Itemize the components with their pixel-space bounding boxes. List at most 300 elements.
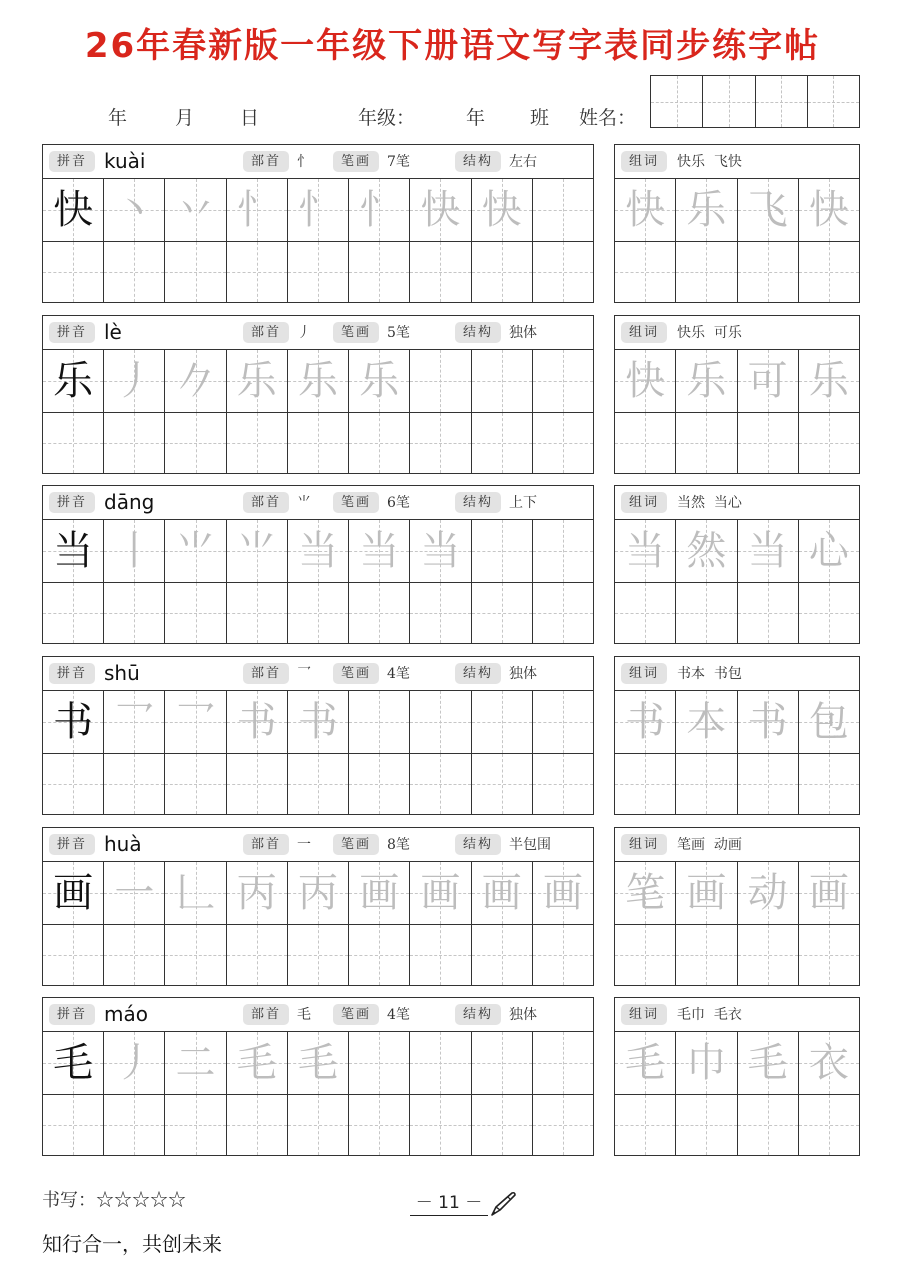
writing-cell[interactable] — [472, 350, 533, 412]
writing-cell[interactable] — [165, 691, 226, 753]
writing-cell[interactable] — [288, 179, 349, 241]
writing-cell[interactable] — [738, 583, 799, 644]
writing-cell[interactable] — [533, 413, 593, 474]
pinyin-tag: 拼音 — [49, 1004, 95, 1025]
writing-cell[interactable] — [104, 242, 165, 303]
pen-icon — [488, 1190, 518, 1218]
writing-cell[interactable] — [676, 520, 737, 582]
writing-cell[interactable] — [738, 754, 799, 815]
writing-grid — [43, 862, 593, 985]
writing-cell[interactable] — [227, 413, 288, 474]
stroke-order-character: 画 — [359, 869, 400, 916]
character-practice-block — [42, 997, 594, 1156]
stroke-order-row — [43, 350, 593, 412]
writing-cell[interactable] — [533, 1095, 593, 1156]
word-trace-row — [615, 520, 859, 582]
pinyin-value: lè — [104, 320, 122, 344]
writing-cell[interactable] — [738, 1032, 799, 1094]
word-trace-row — [615, 1032, 859, 1094]
writing-cell[interactable] — [104, 583, 165, 644]
practice-row — [43, 924, 593, 986]
writing-cell[interactable] — [43, 350, 104, 412]
strokes-tag: 笔画 — [333, 322, 379, 343]
writing-cell[interactable] — [799, 350, 859, 412]
word-header — [615, 316, 859, 350]
writing-cell[interactable] — [676, 754, 737, 815]
writing-cell[interactable] — [43, 862, 104, 924]
writing-cell[interactable] — [43, 413, 104, 474]
writing-cell[interactable] — [410, 862, 471, 924]
stroke-order-character: 画 — [542, 869, 583, 916]
word-trace-character: 包 — [808, 698, 849, 745]
writing-cell[interactable] — [349, 413, 410, 474]
structure-value: 独体 — [509, 1007, 537, 1023]
writing-cell[interactable] — [676, 583, 737, 644]
writing-cell[interactable] — [288, 862, 349, 924]
character-info-header — [43, 657, 593, 691]
writing-cell[interactable] — [349, 691, 410, 753]
writing-cell[interactable] — [227, 179, 288, 241]
writing-cell[interactable] — [615, 754, 676, 815]
writing-cell[interactable] — [615, 520, 676, 582]
practice-row — [43, 582, 593, 644]
writing-cell[interactable] — [472, 583, 533, 644]
radical-value: 毛 — [297, 1007, 311, 1023]
writing-cell[interactable] — [410, 1032, 471, 1094]
stroke-order-character: 二 — [175, 1039, 216, 1086]
pinyin-tag: 拼音 — [49, 492, 95, 513]
pinyin-value: shū — [104, 661, 140, 685]
pinyin-value: máo — [104, 1002, 148, 1026]
writing-cell[interactable] — [43, 179, 104, 241]
radical-value: ⺌ — [297, 495, 311, 511]
word-trace-character: 可 — [747, 357, 788, 404]
writing-cell[interactable] — [43, 691, 104, 753]
writing-cell[interactable] — [533, 862, 593, 924]
practice-row — [43, 1094, 593, 1156]
stroke-order-character: 书 — [297, 698, 338, 745]
writing-cell[interactable] — [533, 691, 593, 753]
word-practice-block — [614, 656, 860, 815]
writing-cell[interactable] — [165, 179, 226, 241]
writing-cell[interactable] — [410, 242, 471, 303]
radical-tag: 部首 — [243, 663, 289, 684]
pinyin-value: dāng — [104, 490, 155, 514]
writing-cell[interactable] — [349, 350, 410, 412]
writing-cell[interactable] — [165, 1032, 226, 1094]
writing-cell[interactable] — [410, 925, 471, 986]
writing-cell[interactable] — [472, 1032, 533, 1094]
writing-cell[interactable] — [615, 862, 676, 924]
writing-cell[interactable] — [104, 1032, 165, 1094]
stroke-order-character: 乛 — [175, 698, 216, 745]
stroke-order-character: 丷 — [175, 186, 216, 233]
word-trace-character: 当 — [625, 527, 666, 574]
writing-cell[interactable] — [676, 242, 737, 303]
structure-value: 上下 — [509, 495, 537, 511]
writing-cell[interactable] — [533, 179, 593, 241]
page-number: － 11 － — [415, 1193, 483, 1213]
page-number-underline — [410, 1215, 488, 1216]
stroke-order-character: 一 — [114, 869, 155, 916]
writing-grid — [43, 520, 593, 643]
page-title: 26年春新版一年级下册语文写字表同步练字帖 — [84, 26, 821, 66]
strokes-value: 4笔 — [387, 666, 410, 682]
writing-cell[interactable] — [227, 520, 288, 582]
word-header — [615, 486, 859, 520]
writing-cell[interactable] — [227, 925, 288, 986]
practice-row — [43, 412, 593, 474]
writing-cell[interactable] — [533, 242, 593, 303]
word-practice-block — [614, 144, 860, 303]
writing-cell[interactable] — [410, 1095, 471, 1156]
word-trace-character: 衣 — [808, 1039, 849, 1086]
word-trace-character: 快 — [808, 186, 849, 233]
writing-cell[interactable] — [738, 242, 799, 303]
practice-row — [43, 241, 593, 303]
writing-cell[interactable] — [288, 413, 349, 474]
writing-cell[interactable] — [799, 1032, 859, 1094]
character-info-header — [43, 998, 593, 1032]
writing-cell[interactable] — [738, 413, 799, 474]
word-trace-character: 动 — [747, 869, 788, 916]
writing-cell[interactable] — [676, 350, 737, 412]
writing-cell[interactable] — [165, 1095, 226, 1156]
writing-cell[interactable] — [738, 179, 799, 241]
grade-year-label: 年 — [466, 107, 486, 129]
writing-cell[interactable] — [615, 242, 676, 303]
writing-cell[interactable] — [615, 1095, 676, 1156]
structure-tag: 结构 — [455, 1004, 501, 1025]
stroke-order-row — [43, 520, 593, 582]
words-tag: 组词 — [621, 663, 667, 684]
words-tag: 组词 — [621, 151, 667, 172]
strokes-tag: 笔画 — [333, 663, 379, 684]
writing-cell[interactable] — [165, 242, 226, 303]
writing-cell[interactable] — [799, 691, 859, 753]
name-cell[interactable] — [756, 76, 808, 127]
strokes-tag: 笔画 — [333, 834, 379, 855]
words-value: 毛巾 毛衣 — [677, 1007, 742, 1023]
name-cell[interactable] — [651, 76, 703, 127]
stroke-order-character: 当 — [297, 527, 338, 574]
stroke-order-character: 丿 — [114, 357, 155, 404]
writing-cell[interactable] — [799, 520, 859, 582]
writing-cell[interactable] — [472, 691, 533, 753]
stroke-order-character: 毛 — [297, 1039, 338, 1086]
writing-cell[interactable] — [533, 520, 593, 582]
radical-tag: 部首 — [243, 834, 289, 855]
word-writing-grid — [615, 1032, 859, 1155]
word-practice-row — [615, 1094, 859, 1156]
writing-cell[interactable] — [227, 350, 288, 412]
writing-cell[interactable] — [676, 179, 737, 241]
words-tag: 组词 — [621, 322, 667, 343]
strokes-value: 7笔 — [387, 154, 410, 170]
word-trace-character: 当 — [747, 527, 788, 574]
stroke-order-character: 忄 — [359, 186, 400, 233]
writing-cell[interactable] — [676, 691, 737, 753]
writing-cell[interactable] — [472, 1095, 533, 1156]
writing-cell[interactable] — [472, 179, 533, 241]
character-practice-block — [42, 827, 594, 986]
writing-cell[interactable] — [410, 413, 471, 474]
writing-cell[interactable] — [472, 754, 533, 815]
writing-cell[interactable] — [410, 179, 471, 241]
writing-cell[interactable] — [533, 754, 593, 815]
writing-cell[interactable] — [165, 413, 226, 474]
word-trace-character: 乐 — [686, 186, 727, 233]
writing-cell[interactable] — [349, 520, 410, 582]
stroke-order-character: 毛 — [236, 1039, 277, 1086]
model-character: 书 — [53, 698, 94, 745]
writing-cell[interactable] — [533, 925, 593, 986]
stroke-order-character: 快 — [481, 186, 522, 233]
word-trace-row — [615, 862, 859, 924]
writing-cell[interactable] — [288, 583, 349, 644]
word-practice-row — [615, 241, 859, 303]
writing-cell[interactable] — [738, 350, 799, 412]
day-label: 日 — [240, 107, 260, 129]
writing-cell[interactable] — [104, 925, 165, 986]
stroke-order-character: ⺌ — [236, 527, 277, 574]
writing-cell[interactable] — [533, 1032, 593, 1094]
writing-cell[interactable] — [615, 925, 676, 986]
writing-cell[interactable] — [288, 1032, 349, 1094]
writing-cell[interactable] — [738, 1095, 799, 1156]
word-writing-grid — [615, 179, 859, 302]
writing-cell[interactable] — [676, 1095, 737, 1156]
writing-cell[interactable] — [43, 583, 104, 644]
writing-cell[interactable] — [165, 925, 226, 986]
name-cell[interactable] — [808, 76, 859, 127]
word-trace-character: 飞 — [747, 186, 788, 233]
word-header — [615, 657, 859, 691]
writing-cell[interactable] — [104, 179, 165, 241]
word-trace-character: 本 — [686, 698, 727, 745]
writing-cell[interactable] — [43, 925, 104, 986]
writing-cell[interactable] — [43, 1095, 104, 1156]
structure-tag: 结构 — [455, 151, 501, 172]
character-practice-block — [42, 656, 594, 815]
word-practice-row — [615, 753, 859, 815]
strokes-value: 4笔 — [387, 1007, 410, 1023]
radical-value: 丿 — [297, 325, 311, 341]
writing-cell[interactable] — [227, 242, 288, 303]
writing-cell[interactable] — [533, 583, 593, 644]
writing-grid — [43, 1032, 593, 1155]
writing-cell[interactable] — [349, 925, 410, 986]
writing-cell[interactable] — [349, 583, 410, 644]
word-writing-grid — [615, 691, 859, 814]
stroke-order-character: 丨 — [114, 527, 155, 574]
writing-cell[interactable] — [615, 691, 676, 753]
writing-cell[interactable] — [227, 1095, 288, 1156]
writing-cell[interactable] — [165, 583, 226, 644]
writing-cell[interactable] — [738, 925, 799, 986]
writing-cell[interactable] — [104, 520, 165, 582]
writing-cell[interactable] — [227, 862, 288, 924]
structure-tag: 结构 — [455, 322, 501, 343]
model-character: 画 — [53, 869, 94, 916]
writing-cell[interactable] — [676, 413, 737, 474]
writing-cell[interactable] — [104, 862, 165, 924]
writing-cell[interactable] — [349, 754, 410, 815]
name-writing-grid[interactable] — [650, 75, 860, 128]
writing-cell[interactable] — [799, 413, 859, 474]
writing-cell[interactable] — [615, 350, 676, 412]
writing-cell[interactable] — [104, 691, 165, 753]
word-trace-character: 画 — [808, 869, 849, 916]
writing-cell[interactable] — [288, 925, 349, 986]
character-practice-block — [42, 485, 594, 644]
writing-cell[interactable] — [738, 691, 799, 753]
word-writing-grid — [615, 862, 859, 985]
word-trace-character: 乐 — [808, 357, 849, 404]
writing-cell[interactable] — [410, 583, 471, 644]
writing-cell[interactable] — [349, 1095, 410, 1156]
writing-cell[interactable] — [799, 754, 859, 815]
stroke-order-character: 乐 — [359, 357, 400, 404]
writing-cell[interactable] — [410, 350, 471, 412]
structure-value: 半包围 — [509, 837, 551, 853]
writing-cell[interactable] — [676, 925, 737, 986]
radical-value: 忄 — [297, 154, 311, 170]
writing-cell[interactable] — [472, 925, 533, 986]
radical-tag: 部首 — [243, 1004, 289, 1025]
word-trace-character: 笔 — [625, 869, 666, 916]
writing-cell[interactable] — [410, 754, 471, 815]
writing-cell[interactable] — [227, 583, 288, 644]
writing-cell[interactable] — [349, 242, 410, 303]
writing-cell[interactable] — [799, 583, 859, 644]
writing-cell[interactable] — [676, 1032, 737, 1094]
stroke-order-row — [43, 1032, 593, 1094]
writing-cell[interactable] — [288, 520, 349, 582]
writing-cell[interactable] — [410, 520, 471, 582]
writing-grid — [43, 350, 593, 473]
writing-cell[interactable] — [349, 179, 410, 241]
stroke-order-character: 𠃊 — [175, 869, 216, 916]
writing-cell[interactable] — [799, 1095, 859, 1156]
stroke-order-character: 丿 — [114, 1039, 155, 1086]
writing-cell[interactable] — [799, 925, 859, 986]
structure-value: 独体 — [509, 666, 537, 682]
writing-cell[interactable] — [288, 350, 349, 412]
writing-cell[interactable] — [43, 754, 104, 815]
writing-cell[interactable] — [349, 862, 410, 924]
word-trace-row — [615, 691, 859, 753]
word-trace-character: 书 — [625, 698, 666, 745]
word-trace-character: 快 — [625, 186, 666, 233]
writing-cell[interactable] — [165, 862, 226, 924]
writing-cell[interactable] — [799, 862, 859, 924]
writing-cell[interactable] — [288, 242, 349, 303]
word-trace-character: 然 — [686, 527, 727, 574]
words-value: 笔画 动画 — [677, 837, 742, 853]
writing-cell[interactable] — [615, 583, 676, 644]
writing-cell[interactable] — [738, 862, 799, 924]
word-trace-character: 巾 — [686, 1039, 727, 1086]
pinyin-tag: 拼音 — [49, 322, 95, 343]
structure-tag: 结构 — [455, 834, 501, 855]
writing-cell[interactable] — [615, 179, 676, 241]
writing-cell[interactable] — [799, 179, 859, 241]
writing-cell[interactable] — [472, 242, 533, 303]
writing-cell[interactable] — [288, 1095, 349, 1156]
writing-grid — [43, 179, 593, 302]
writing-cell[interactable] — [43, 1032, 104, 1094]
writing-cell[interactable] — [104, 1095, 165, 1156]
strokes-value: 6笔 — [387, 495, 410, 511]
strokes-tag: 笔画 — [333, 1004, 379, 1025]
pinyin-tag: 拼音 — [49, 663, 95, 684]
writing-cell[interactable] — [472, 520, 533, 582]
writing-cell[interactable] — [738, 520, 799, 582]
writing-cell[interactable] — [227, 1032, 288, 1094]
word-practice-block — [614, 315, 860, 474]
writing-cell[interactable] — [533, 350, 593, 412]
model-character: 快 — [53, 186, 94, 233]
words-tag: 组词 — [621, 834, 667, 855]
strokes-value: 8笔 — [387, 837, 410, 853]
writing-cell[interactable] — [288, 754, 349, 815]
writing-cell[interactable] — [615, 1032, 676, 1094]
writing-cell[interactable] — [104, 754, 165, 815]
writing-cell[interactable] — [676, 862, 737, 924]
writing-cell[interactable] — [799, 242, 859, 303]
grade-label: 年级： — [358, 107, 416, 129]
stroke-order-character: ⺌ — [175, 527, 216, 574]
writing-cell[interactable] — [288, 691, 349, 753]
writing-cell[interactable] — [349, 1032, 410, 1094]
word-practice-block — [614, 485, 860, 644]
writing-cell[interactable] — [472, 413, 533, 474]
writing-cell[interactable] — [104, 350, 165, 412]
writing-cell[interactable] — [472, 862, 533, 924]
character-info-header — [43, 486, 593, 520]
character-info-header — [43, 316, 593, 350]
pinyin-value: kuài — [104, 149, 146, 173]
character-info-header — [43, 828, 593, 862]
stroke-order-character: 画 — [481, 869, 522, 916]
character-practice-block — [42, 315, 594, 474]
writing-cell[interactable] — [615, 413, 676, 474]
writing-cell[interactable] — [165, 350, 226, 412]
name-cell[interactable] — [703, 76, 755, 127]
stroke-order-character: 忄 — [297, 186, 338, 233]
word-trace-character: 快 — [625, 357, 666, 404]
stroke-order-character: 快 — [420, 186, 461, 233]
writing-cell[interactable] — [104, 413, 165, 474]
practice-row — [43, 753, 593, 815]
writing-cell[interactable] — [165, 520, 226, 582]
writing-cell[interactable] — [43, 242, 104, 303]
word-trace-character: 乐 — [686, 357, 727, 404]
stroke-order-character: 乐 — [297, 357, 338, 404]
writing-cell[interactable] — [165, 754, 226, 815]
writing-cell[interactable] — [43, 520, 104, 582]
stroke-order-character: 丙 — [297, 869, 338, 916]
word-trace-character: 心 — [808, 527, 849, 574]
stroke-order-character: 忄 — [236, 186, 277, 233]
radical-tag: 部首 — [243, 492, 289, 513]
writing-cell[interactable] — [227, 754, 288, 815]
word-header — [615, 145, 859, 179]
writing-cell[interactable] — [410, 691, 471, 753]
word-trace-row — [615, 179, 859, 241]
writing-cell[interactable] — [227, 691, 288, 753]
